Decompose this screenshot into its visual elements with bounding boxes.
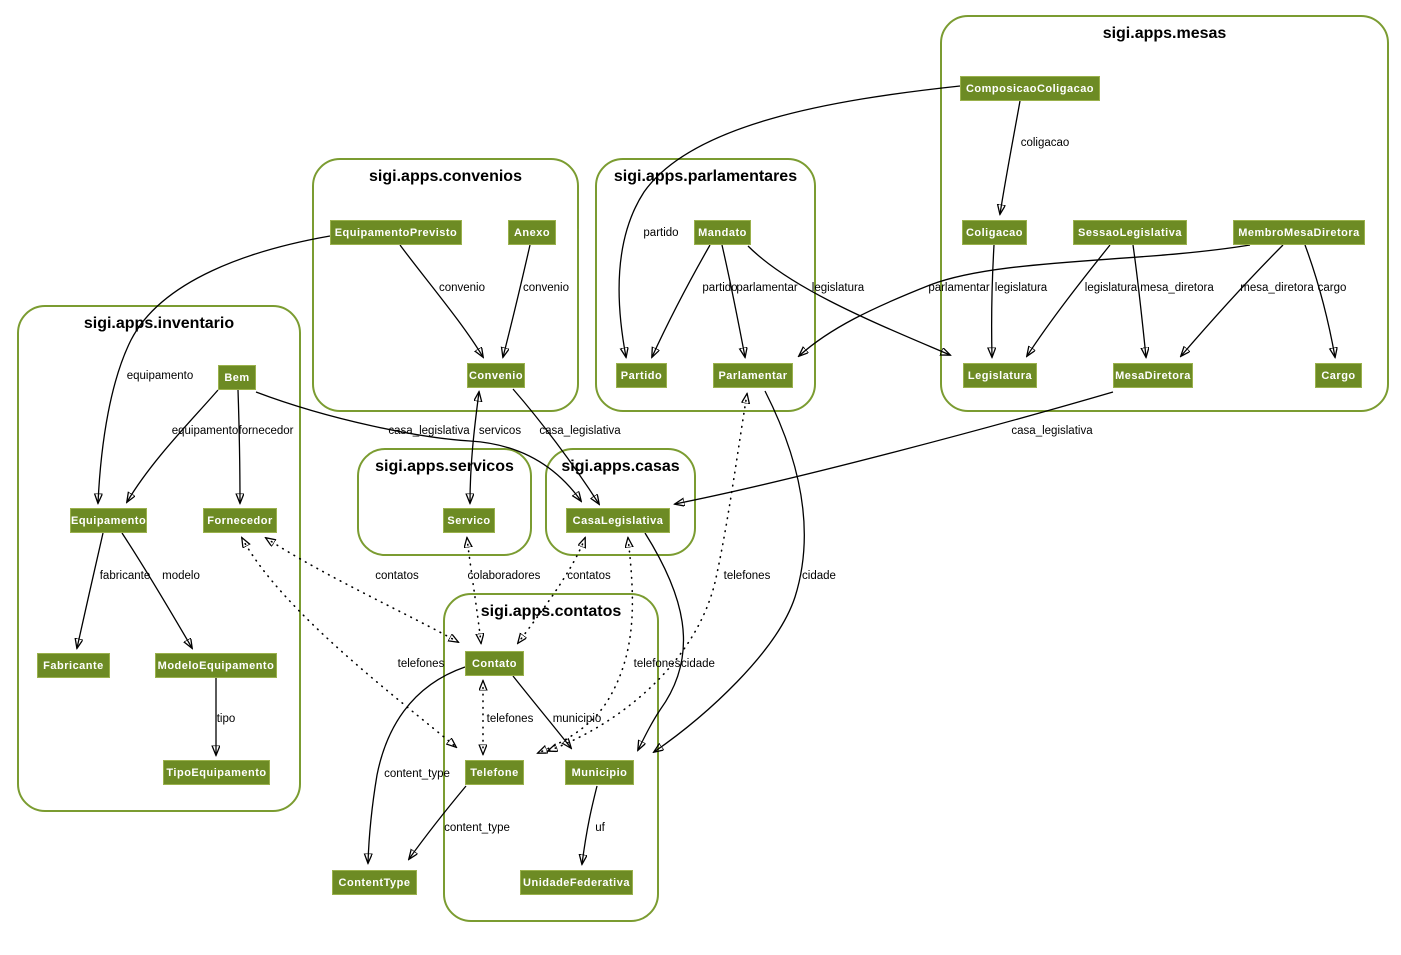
node-fornecedor: Fornecedor [203,508,277,533]
edge-label: legislatura [994,282,1048,294]
edge-membromesadiretora-cargo [1305,245,1335,357]
edge-membromesadiretora-mesadiretora [1181,245,1283,356]
node-equipamento: Equipamento [70,508,147,533]
edge-label: parlamentar [736,282,798,294]
edge-label: telefones [723,570,771,582]
edge-fornecedor-contato [266,538,458,642]
edge-label: content_type [384,768,450,780]
edge-label: parlamentar [928,282,990,294]
node-parlamentar: Parlamentar [713,363,793,388]
cluster-title-contatos: sigi.apps.contatos [480,603,622,620]
edge-label: mesa_diretora [1240,282,1314,294]
node-servico: Servico [443,508,495,533]
edge-convenio-casalegislativa [513,389,599,504]
edge-composicaocoligacao-partido [619,86,960,357]
node-contenttype: ContentType [332,870,417,895]
edge-equipamento-modeloequipamento [122,533,192,648]
edge-label: casa_legislativa [388,425,470,437]
edge-sessaolegislativa-mesadiretora [1133,245,1146,357]
edge-bem-fornecedor [238,390,240,503]
node-tipoequipamento: TipoEquipamento [163,760,270,785]
edge-bem-equipamento [127,390,218,502]
edge-mandato-parlamentar [722,245,745,357]
edge-label: telefones [397,658,445,670]
edge-bem-casalegislativa [256,392,581,501]
node-municipio: Municipio [565,760,634,785]
edge-label: fabricante [99,570,151,582]
edge-label: content_type [444,822,510,834]
node-equipamentoprevisto: EquipamentoPrevisto [330,220,462,245]
node-fabricante: Fabricante [37,653,110,678]
edge-label: mesa_diretora [1140,282,1214,294]
edge-label: casa_legislativa [1011,425,1093,437]
cluster-title-convenios: sigi.apps.convenios [369,168,522,185]
edge-convenio-servico [470,392,479,503]
node-convenio: Convenio [467,363,525,388]
edge-label: servicos [478,425,522,437]
edge-label: equipamento [126,370,194,382]
edge-label: fornecedor [238,425,294,437]
cluster-title-parlamentares: sigi.apps.parlamentares [613,168,798,185]
node-unidadefederativa: UnidadeFederativa [520,870,633,895]
node-mandato: Mandato [694,220,751,245]
edge-label: partido [643,227,679,239]
node-legislatura: Legislatura [963,363,1037,388]
edge-label: cargo [1317,282,1347,294]
edge-label: convenio [438,282,486,294]
node-partido: Partido [616,363,667,388]
edge-label: cidade [802,570,836,582]
edge-casalegislativa-municipio [638,533,684,750]
edge-servico-contato [467,538,481,643]
node-coligacao: Coligacao [962,220,1027,245]
node-contato: Contato [465,651,524,676]
edge-label: tipo [216,713,236,725]
cluster-title-mesas: sigi.apps.mesas [1102,25,1227,42]
node-modeloequipamento: ModeloEquipamento [155,653,277,678]
edge-fornecedor-telefone [242,538,456,747]
node-casalegislativa: CasaLegislativa [566,508,670,533]
cluster-title-inventario: sigi.apps.inventario [83,315,235,332]
edge-label: partido [702,282,738,294]
node-membromesadiretora: MembroMesaDiretora [1233,220,1365,245]
edge-mandato-partido [652,245,710,357]
node-telefone: Telefone [465,760,524,785]
node-composicaocoligacao: ComposicaoColigacao [960,76,1100,101]
cluster-title-casas: sigi.apps.casas [561,458,680,475]
edge-label: casa_legislativa [539,425,621,437]
edge-membromesadiretora-parlamentar [799,245,1250,356]
edge-label: equipamento [171,425,239,437]
edge-contato-municipio [513,676,571,748]
cluster-title-servicos: sigi.apps.servicos [375,458,514,475]
edge-mesadiretora-casalegislativa [675,392,1113,504]
edge-equipamento-fabricante [77,533,103,648]
node-anexo: Anexo [508,220,556,245]
edge-label: contatos [567,570,611,582]
edge-anexo-convenio [503,245,530,357]
edge-equipamentoprevisto-convenio [400,245,486,357]
edge-label: telefones [633,658,681,670]
edge-coligacao-legislatura [992,245,994,357]
node-mesadiretora: MesaDiretora [1113,363,1193,388]
edge-casalegislativa-contato [518,538,585,643]
edge-label: uf [595,822,605,834]
edge-label: cidade [681,658,715,670]
node-cargo: Cargo [1315,363,1362,388]
edge-label: legislatura [811,282,865,294]
edge-label: convenio [522,282,570,294]
edge-label: colaboradores [467,570,541,582]
edge-label: telefones [486,713,534,725]
node-bem: Bem [218,365,256,390]
edge-label: contatos [375,570,419,582]
edge-label: municipio [552,713,602,725]
edge-label: modelo [162,570,200,582]
edge-label: coligacao [1020,137,1070,149]
edge-composicaocoligacao-coligacao [1000,101,1020,214]
edge-mandato-legislatura [748,246,950,355]
node-sessaolegislativa: SessaoLegislativa [1073,220,1187,245]
edge-label: legislatura [1084,282,1138,294]
